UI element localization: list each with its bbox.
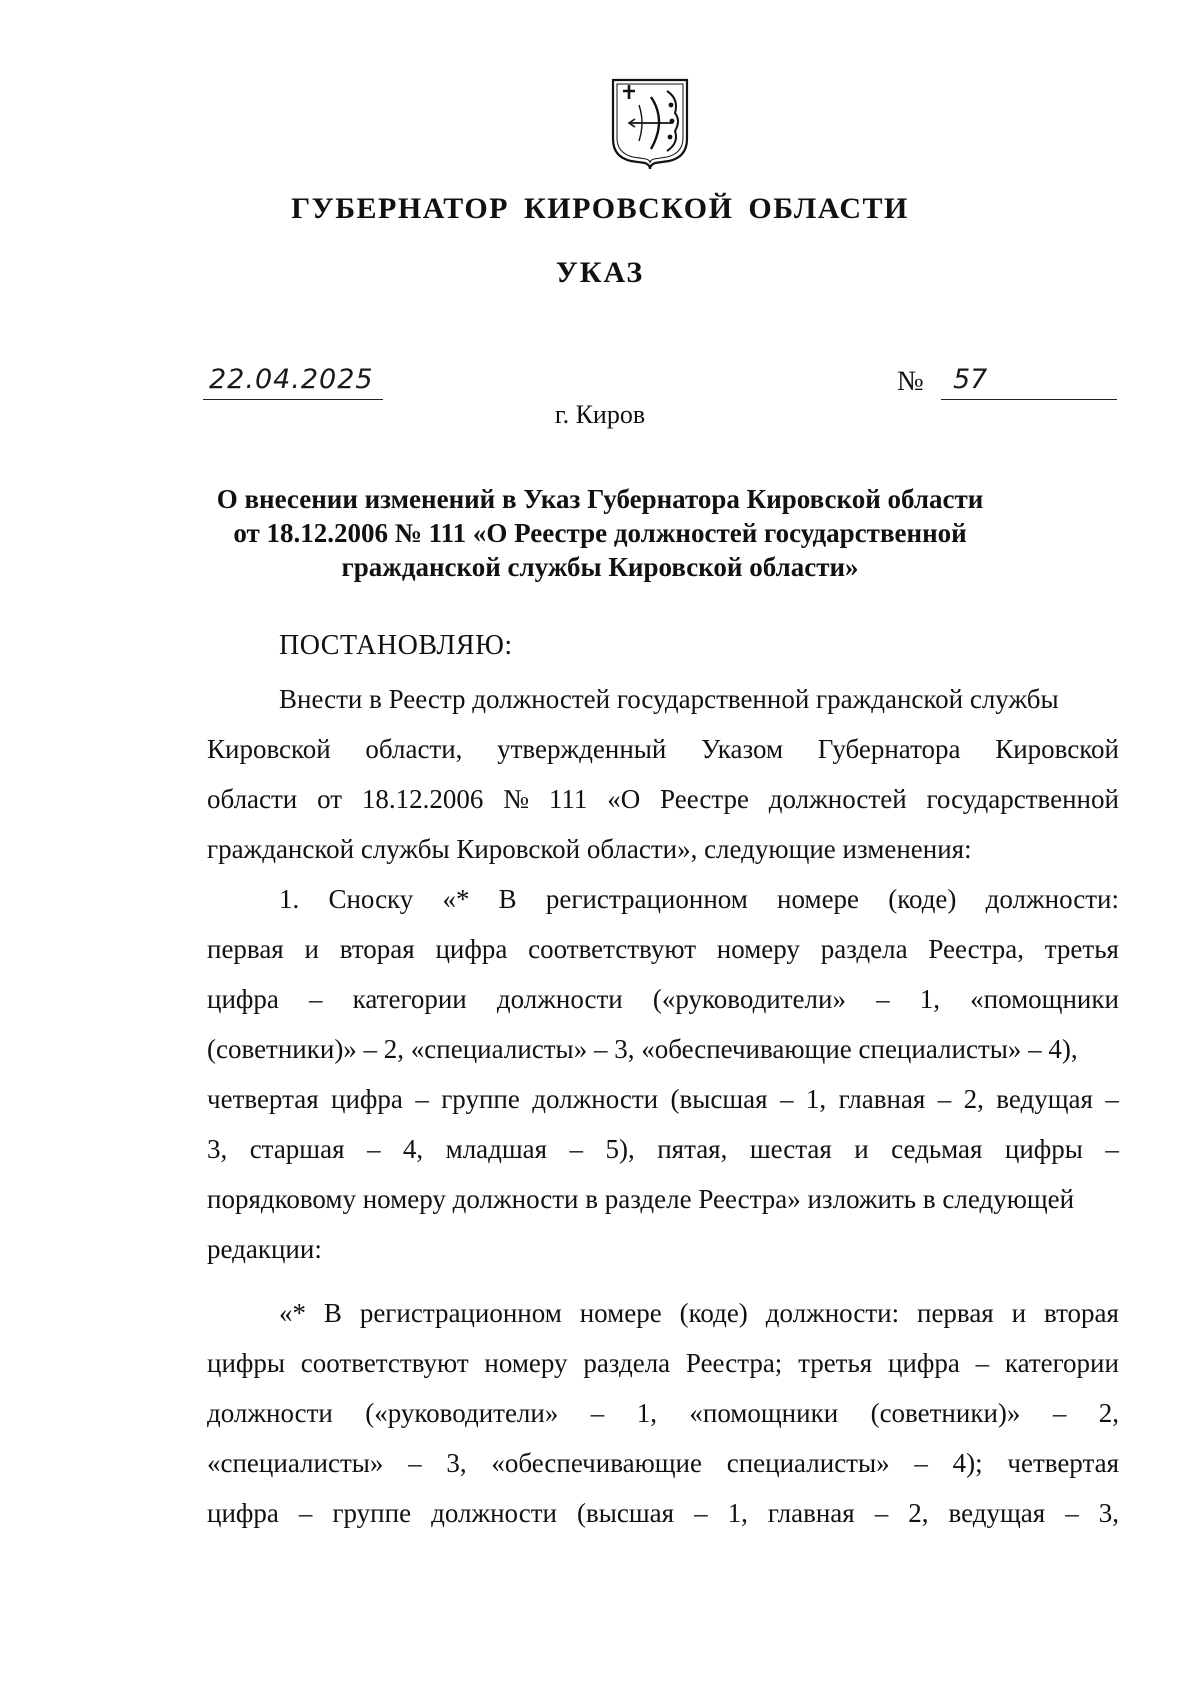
decree-word: ПОСТАНОВЛЯЮ:: [279, 630, 513, 661]
word: должности: [496, 984, 623, 1014]
word: 3,: [1098, 1498, 1119, 1528]
document-number: [897, 364, 1117, 404]
word: Реестре: [660, 784, 749, 814]
word: –: [408, 1448, 422, 1478]
word: должности: [532, 1084, 659, 1114]
word: В: [498, 884, 517, 914]
word: соответствуют: [528, 934, 696, 964]
word: Реестра;: [685, 1348, 783, 1378]
word: должностей: [768, 784, 907, 814]
body-line: Внести в Реестр должностей государственной гражданской службы: [279, 684, 1059, 714]
word: и: [304, 934, 319, 964]
word: должности:: [985, 884, 1119, 914]
word: седьмая: [891, 1134, 983, 1164]
word: –: [937, 1084, 952, 1114]
word: («руководители»: [365, 1398, 559, 1428]
city-line: г. Киров: [554, 400, 646, 429]
word: и: [1011, 1298, 1027, 1328]
word: цифры: [1004, 1134, 1083, 1164]
word: номеру: [484, 1348, 568, 1378]
word: «помощники: [970, 984, 1119, 1014]
body-line: [207, 1338, 1119, 1388]
word: «*: [279, 1298, 306, 1328]
word: 4);: [952, 1448, 983, 1478]
word: ведущая: [996, 1084, 1093, 1114]
handwritten-number: 57: [953, 364, 988, 395]
word: 3,: [207, 1134, 228, 1164]
word: категории: [352, 984, 467, 1014]
word: –: [914, 1448, 928, 1478]
word: четвертая: [1007, 1448, 1119, 1478]
word: должности: [207, 1398, 333, 1428]
word: Кировской: [995, 734, 1119, 764]
word: третья: [1044, 934, 1119, 964]
word: №: [503, 784, 530, 814]
word: 2,: [908, 1498, 929, 1528]
word: и: [854, 1134, 869, 1164]
word: специалисты»: [726, 1448, 890, 1478]
word: цифра: [331, 1084, 403, 1114]
word: –: [975, 1348, 990, 1378]
body-line: [207, 874, 1119, 924]
word: соответствуют: [300, 1348, 469, 1378]
word: (высшая: [670, 1084, 768, 1114]
body-line: [207, 1288, 1119, 1338]
word: цифра: [207, 1498, 279, 1528]
word: 1,: [727, 1498, 748, 1528]
word: третья: [798, 1348, 873, 1378]
word: от: [317, 784, 343, 814]
word: «*: [442, 884, 470, 914]
word: младшая: [445, 1134, 548, 1164]
word: –: [1052, 1398, 1067, 1428]
word: государственной: [926, 784, 1119, 814]
word: 2,: [1098, 1398, 1119, 1428]
word: («руководители»: [652, 984, 846, 1014]
body-line: [207, 1388, 1119, 1438]
word: должности:: [765, 1298, 900, 1328]
word: (коде): [888, 884, 957, 914]
word: раздела: [820, 934, 908, 964]
word: В: [323, 1298, 342, 1328]
document-type-heading: УКАЗ: [555, 256, 645, 289]
handwritten-date: 22.04.2025: [209, 364, 374, 395]
word: 4,: [402, 1134, 424, 1164]
word: (коде): [679, 1298, 748, 1328]
document-date: [203, 364, 383, 404]
word: регистрационном: [545, 884, 748, 914]
word: –: [694, 1498, 708, 1528]
kirov-coat-of-arms-icon: [609, 77, 691, 170]
word: (советники)»: [870, 1398, 1021, 1428]
word: номере: [579, 1298, 662, 1328]
word: –: [1065, 1498, 1079, 1528]
word: цифра: [435, 934, 508, 964]
word: Реестра,: [928, 934, 1024, 964]
word: «помощники: [689, 1398, 839, 1428]
word: вторая: [1044, 1298, 1119, 1328]
word: шестая: [749, 1134, 832, 1164]
document-body: [207, 674, 1119, 1538]
number-label: №: [897, 366, 924, 397]
body-line: [207, 974, 1119, 1024]
title-line: О внесении изменений в Указ Губернатора Кировской области: [216, 484, 984, 514]
word: регистрационном: [359, 1298, 562, 1328]
word: главная: [767, 1498, 855, 1528]
word: 5),: [605, 1134, 635, 1164]
body-line: [207, 924, 1119, 974]
word: цифра: [887, 1348, 960, 1378]
word: первая: [917, 1298, 994, 1328]
word: –: [309, 984, 323, 1014]
body-line: [207, 1124, 1119, 1174]
document-title: [180, 482, 1020, 584]
word: номеру: [716, 934, 800, 964]
word: –: [366, 1134, 381, 1164]
body-line: [207, 724, 1119, 774]
title-line: гражданской службы Кировской области»: [341, 552, 859, 582]
body-line: [207, 1488, 1119, 1538]
body-line: порядковому номеру должности в разделе Реестра» изложить в следующей: [207, 1184, 1075, 1214]
word: вторая: [339, 934, 415, 964]
word: группе: [441, 1084, 520, 1114]
word: цифры: [207, 1348, 286, 1378]
word: ведущая: [948, 1498, 1046, 1528]
word: «специалисты»: [207, 1448, 384, 1478]
body-line: гражданской службы Кировской области», следующие изменения:: [207, 834, 972, 864]
word: Сноску: [328, 884, 414, 914]
word: –: [298, 1498, 313, 1528]
word: Кировской: [207, 734, 331, 764]
word: –: [876, 984, 890, 1014]
word: (высшая: [577, 1498, 675, 1528]
word: номере: [777, 884, 860, 914]
body-line: [207, 1438, 1119, 1488]
word: 111: [548, 784, 588, 814]
word: «О: [607, 784, 641, 814]
word: 3,: [446, 1448, 467, 1478]
word: категории: [1004, 1348, 1119, 1378]
word: области,: [365, 734, 463, 764]
word: первая: [207, 934, 284, 964]
word: раздела: [583, 1348, 671, 1378]
word: 1,: [805, 1084, 827, 1114]
word: «обеспечивающие: [491, 1448, 702, 1478]
word: главная: [838, 1084, 926, 1114]
word: –: [1105, 1134, 1119, 1164]
body-line: [207, 1074, 1119, 1124]
word: –: [874, 1498, 889, 1528]
word: Указом: [701, 734, 784, 764]
word: –: [590, 1398, 605, 1428]
word: старшая: [249, 1134, 345, 1164]
word: 1,: [919, 984, 940, 1014]
title-line: от 18.12.2006 № 111 «О Реестре должностей государственной: [233, 518, 967, 548]
word: –: [780, 1084, 794, 1114]
word: 2,: [963, 1084, 984, 1114]
word: цифра: [207, 984, 279, 1014]
word: должности: [431, 1498, 557, 1528]
word: 1,: [636, 1398, 657, 1428]
body-line: (советники)» – 2, «специалисты» – 3, «обеспечивающие специалисты» – 4),: [207, 1034, 1078, 1064]
body-line: редакции:: [207, 1234, 322, 1264]
issuer-heading: ГУБЕРНАТОР КИРОВСКОЙ ОБЛАСТИ: [291, 192, 909, 225]
word: пятая,: [657, 1134, 728, 1164]
word: области: [207, 784, 298, 814]
word: Губернатора: [817, 734, 961, 764]
word: четвертая: [207, 1084, 319, 1114]
word: группе: [332, 1498, 412, 1528]
word: 18.12.2006: [361, 784, 484, 814]
word: 1.: [279, 884, 300, 914]
body-line: [207, 774, 1119, 824]
word: утвержденный: [497, 734, 667, 764]
word: –: [569, 1134, 584, 1164]
word: –: [1105, 1084, 1119, 1114]
word: –: [415, 1084, 429, 1114]
